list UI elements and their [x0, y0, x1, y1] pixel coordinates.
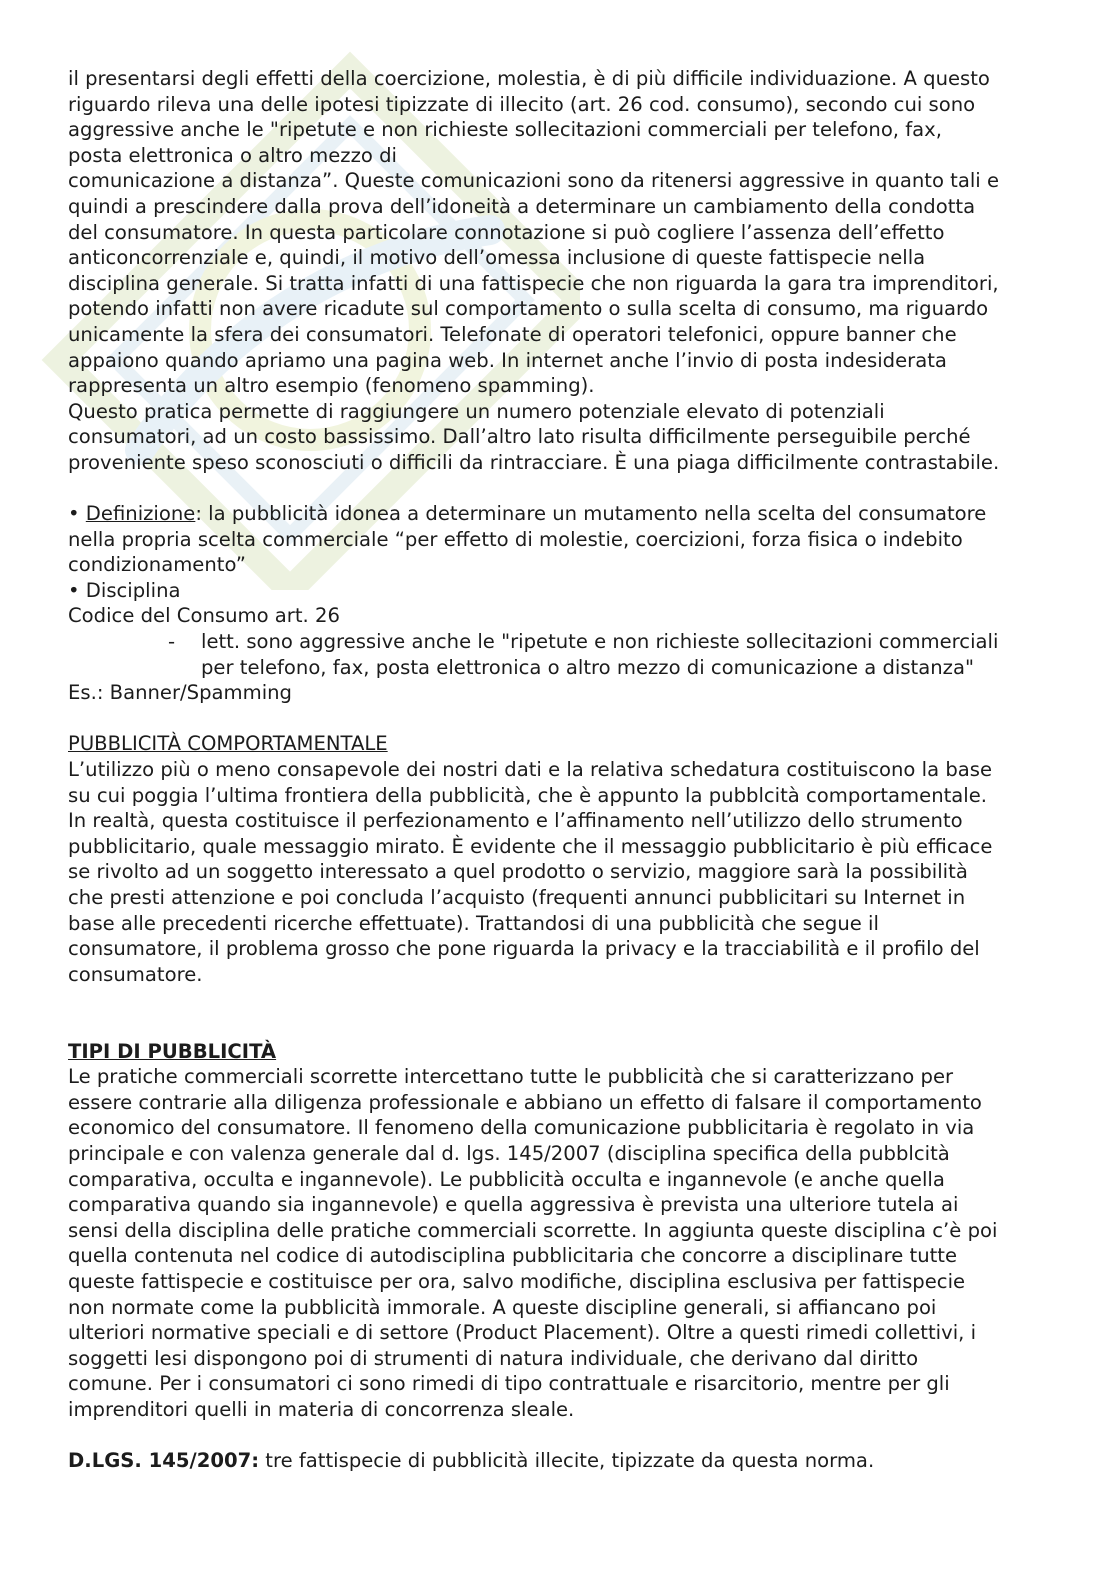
text-line: consumatore. — [68, 962, 203, 986]
spacer — [68, 476, 1058, 502]
paragraph-aggressive-intro — [68, 66, 1058, 476]
text-line: disciplina generale. Si tratta infatti di una fattispecie che non riguarda la gara tra imprenditori, — [68, 271, 999, 295]
text-line: pubblicitario, quale messaggio mirato. È evidente che il messaggio pubblicitario è più efficace — [68, 834, 993, 858]
section-tipi — [68, 1039, 1058, 1423]
example-line: Es.: Banner/Spamming — [68, 681, 292, 705]
text-line: rappresenta un altro esempio (fenomeno spamming). — [68, 374, 595, 398]
text-line: queste fattispecie e costituisce per ora, salvo modifiche, disciplina esclusiva per fattispecie — [68, 1269, 966, 1293]
text-line: Le pratiche commerciali scorrette intercettano tutte le pubblicità che si caratterizzano per — [68, 1065, 954, 1089]
document-page — [68, 66, 1058, 1474]
section-heading-comportamentale — [68, 731, 1058, 757]
text-line: quella contenuta nel codice di autodisciplina pubblicitaria che concorre a disciplinare tutte — [68, 1244, 958, 1268]
heading-text: PUBBLICITÀ COMPORTAMENTALE — [68, 732, 388, 756]
spacer — [68, 1013, 1058, 1039]
text-line: sensi della disciplina delle pratiche commerciali scorrette. In aggiunta queste disciplina c’è poi — [68, 1218, 998, 1242]
text-line: per telefono, fax, posta elettronica o altro mezzo di comunicazione a distanza" — [201, 655, 974, 679]
text-line: consumatori, ad un costo bassissimo. Dall’altro lato risulta difficilmente perseguibile perché — [68, 425, 971, 449]
heading-text: TIPI DI PUBBLICITÀ — [68, 1039, 277, 1063]
definition-text: : la pubblicità idonea a determinare un mutamento nella scelta del consumatore — [195, 502, 987, 526]
dlgs-label: D.LGS. 145/2007: — [68, 1449, 260, 1473]
text-line: non normate come la pubblicità immorale. A queste discipline generali, si affiancano poi — [68, 1295, 937, 1319]
bullet: • — [68, 502, 86, 526]
text-line: consumatore, il problema grosso che pone riguarda la privacy e la tracciabilità e il profilo del — [68, 937, 980, 961]
text-line: In realtà, questa costituisce il perfezionamento e l’affinamento nell’utilizzo dello strumento — [68, 809, 963, 833]
text-line: essere contrarie alla diligenza professionale e abbiano un effetto di falsare il comportamento — [68, 1090, 982, 1114]
definition-line — [68, 501, 1058, 527]
spacer — [68, 1422, 1058, 1448]
text-line: nella propria scelta commerciale “per effetto di molestie, coercizioni, forza fisica o indebito — [68, 527, 963, 551]
text-line: comparativa, occulta e ingannevole). Le pubblicità occulta e ingannevole (e anche quella — [68, 1167, 945, 1191]
text-line: L’utilizzo più o meno consapevole dei nostri dati e la relativa schedatura costituiscono la base — [68, 758, 993, 782]
text-line: comunicazione a distanza”. Queste comunicazioni sono da ritenersi aggressive in quanto tali e — [68, 169, 1000, 193]
text-line: appaiono quando apriamo una pagina web. In internet anche l’invio di posta indesiderata — [68, 348, 947, 372]
text-line: su cui poggia l’ultima frontiera della pubblicità, che è appunto la pubblcità comportamentale. — [68, 783, 988, 807]
text-line: proveniente speso sconosciuti o difficili da rintracciare. È una piaga difficilmente contrastabile. — [68, 450, 1000, 474]
text-line: riguardo rileva una delle ipotesi tipizzate di illecito (art. 26 cod. consumo), secondo cui sono — [68, 92, 976, 116]
text-line: economico del consumatore. Il fenomeno della comunicazione pubblicitaria è regolato in via — [68, 1116, 975, 1140]
text-line: comparativa quando sia ingannevole) e quella aggressiva è prevista una ulteriore tutela ai — [68, 1193, 959, 1217]
text-line: condizionamento” — [68, 553, 246, 577]
section-heading-tipi — [68, 1039, 1058, 1065]
definition-label: Definizione — [85, 502, 196, 526]
text-line: imprenditori quelli in materia di concorrenza sleale. — [68, 1397, 575, 1421]
text-line: base alle precedenti ricerche effettuate). Trattandosi di una pubblicità che segue il — [68, 911, 879, 935]
text-line: comune. Per i consumatori ci sono rimedi di tipo contrattuale e risarcitorio, mentre per gli — [68, 1372, 950, 1396]
definition-block — [68, 501, 1058, 578]
disciplina-block — [68, 578, 1058, 706]
dash-marker: - — [168, 630, 176, 654]
text-line: il presentarsi degli effetti della coercizione, molestia, è di più difficile individuazione. A questo — [68, 67, 990, 90]
text-line: posta elettronica o altro mezzo di — [68, 143, 397, 167]
text-line: soggetti lesi dispongono poi di strumenti di natura individuale, che derivano dal diritto — [68, 1346, 919, 1370]
text-line: aggressive anche le "ripetute e non richieste sollecitazioni commerciali per telefono, fax, — [68, 118, 942, 142]
text-line: anticoncorrenziale e, quindi, il motivo dell’omessa inclusione di queste fattispecie nella — [68, 246, 926, 270]
text-line: lett. sono aggressive anche le "ripetute e non richieste sollecitazioni commerciali — [201, 630, 999, 654]
text-line: ulteriori normative speciali e di settore (Product Placement). Oltre a questi rimedi collettivi, i — [68, 1321, 977, 1345]
spacer — [68, 706, 1058, 732]
spacer — [68, 987, 1058, 1013]
section-comportamentale — [68, 731, 1058, 987]
list-item — [68, 629, 1058, 680]
disciplina-heading: • Disciplina — [68, 578, 181, 602]
text-line: se rivolto ad un soggetto interessato a quel prodotto o servizio, maggiore sarà la possibilità — [68, 860, 968, 884]
dlgs-line — [68, 1448, 1058, 1474]
text-line: del consumatore. In questa particolare connotazione si può cogliere l’assenza dell’effetto — [68, 220, 945, 244]
text-line: quindi a prescindere dalla prova dell’idoneità a determinare un cambiamento della condotta — [68, 194, 976, 218]
text-line: principale e con valenza generale dal d. lgs. 145/2007 (disciplina specifica della pubblcità — [68, 1141, 950, 1165]
text-line: unicamente la sfera dei consumatori. Telefonate di operatori telefonici, oppure banner che — [68, 322, 957, 346]
text-line: Questo pratica permette di raggiungere un numero potenziale elevato di potenziali — [68, 399, 885, 423]
code-reference: Codice del Consumo art. 26 — [68, 604, 340, 628]
text-line: potendo infatti non avere ricadute sul comportamento o sulla scelta di consumo, ma riguardo — [68, 297, 989, 321]
text-line: che presti attenzione e poi concluda l’acquisto (frequenti annunci pubblicitari su Internet in — [68, 886, 966, 909]
dlgs-text: tre fattispecie di pubblicità illecite, tipizzate da questa norma. — [259, 1449, 875, 1473]
